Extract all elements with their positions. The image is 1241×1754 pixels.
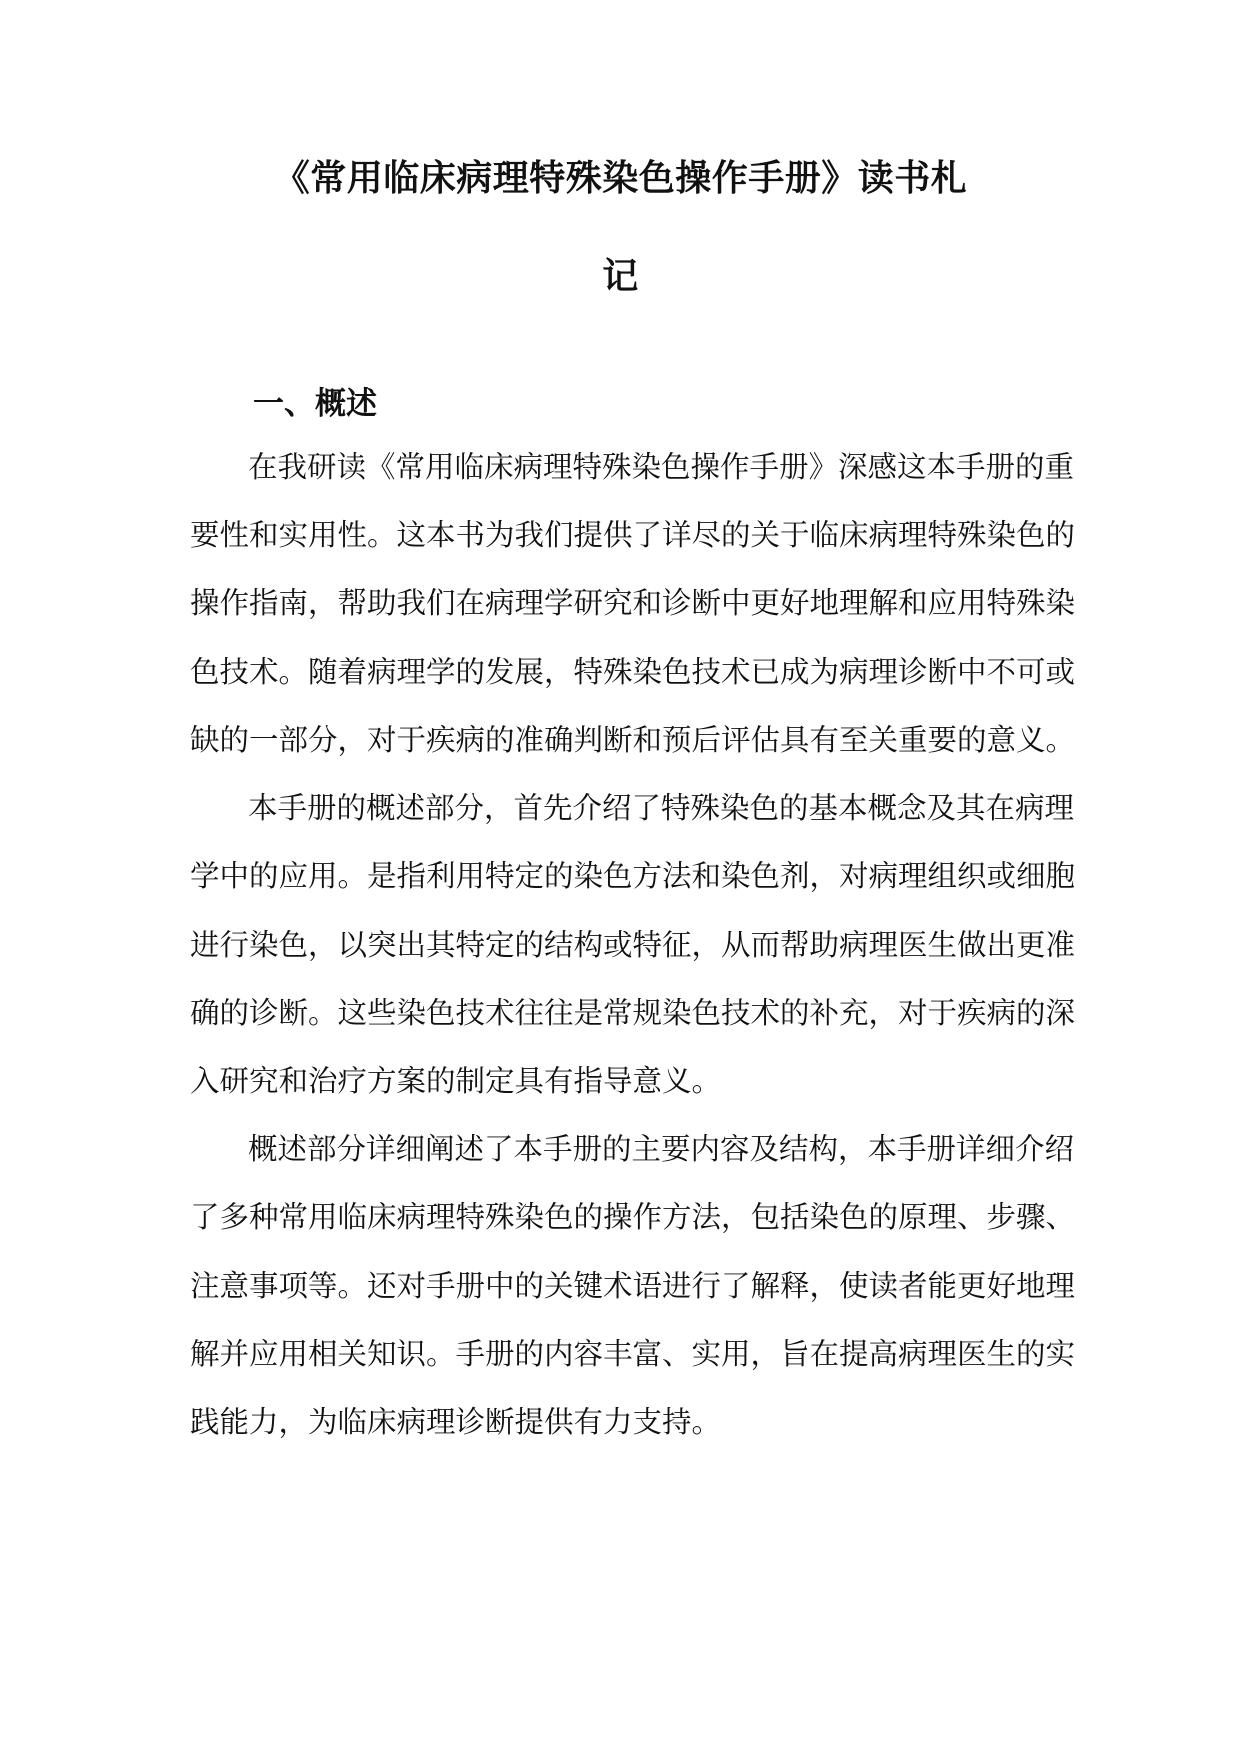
section-heading: 一、概述 xyxy=(253,386,377,422)
paragraph-1-line-3: 操作指南，帮助我们在病理学研究和诊断中更好地理解和应用特殊染 xyxy=(190,586,1076,620)
paragraph-1-line-5: 缺的一部分，对于疾病的准确判断和预后评估具有至关重要的意义。 xyxy=(190,723,1076,757)
paragraph-3-line-5: 践能力，为临床病理诊断提供有力支持。 xyxy=(190,1405,722,1439)
paragraph-3-line-4: 解并应用相关知识。手册的内容丰富、实用，旨在提高病理医生的实 xyxy=(190,1337,1076,1371)
paragraph-2-line-1: 本手册的概述部分，首先介绍了特殊染色的基本概念及其在病理 xyxy=(248,791,1075,825)
paragraph-3-line-3: 注意事项等。还对手册中的关键术语进行了解释，使读者能更好地理 xyxy=(190,1269,1076,1303)
paragraph-1-line-2: 要性和实用性。这本书为我们提供了详尽的关于临床病理特殊染色的 xyxy=(190,518,1076,552)
document-title-line-1: 《常用临床病理特殊染色操作手册》读书札 xyxy=(273,158,968,199)
paragraph-2-line-2: 学中的应用。是指利用特定的染色方法和染色剂，对病理组织或细胞 xyxy=(190,859,1076,893)
paragraph-3-line-2: 了多种常用临床病理特殊染色的操作方法，包括染色的原理、步骤、 xyxy=(190,1200,1076,1234)
paragraph-2-line-5: 入研究和治疗方案的制定具有指导意义。 xyxy=(190,1064,722,1098)
document-title-line-2: 记 xyxy=(602,256,639,297)
paragraph-2-line-3: 进行染色，以突出其特定的结构或特征，从而帮助病理医生做出更准 xyxy=(190,928,1076,962)
paragraph-1-line-1: 在我研读《常用临床病理特殊染色操作手册》深感这本手册的重 xyxy=(248,450,1075,484)
paragraph-2-line-4: 确的诊断。这些染色技术往往是常规染色技术的补充，对于疾病的深 xyxy=(190,996,1076,1030)
paragraph-1-line-4: 色技术。随着病理学的发展，特殊染色技术已成为病理诊断中不可或 xyxy=(190,655,1076,689)
paragraph-3-line-1: 概述部分详细阐述了本手册的主要内容及结构，本手册详细介绍 xyxy=(248,1132,1075,1166)
